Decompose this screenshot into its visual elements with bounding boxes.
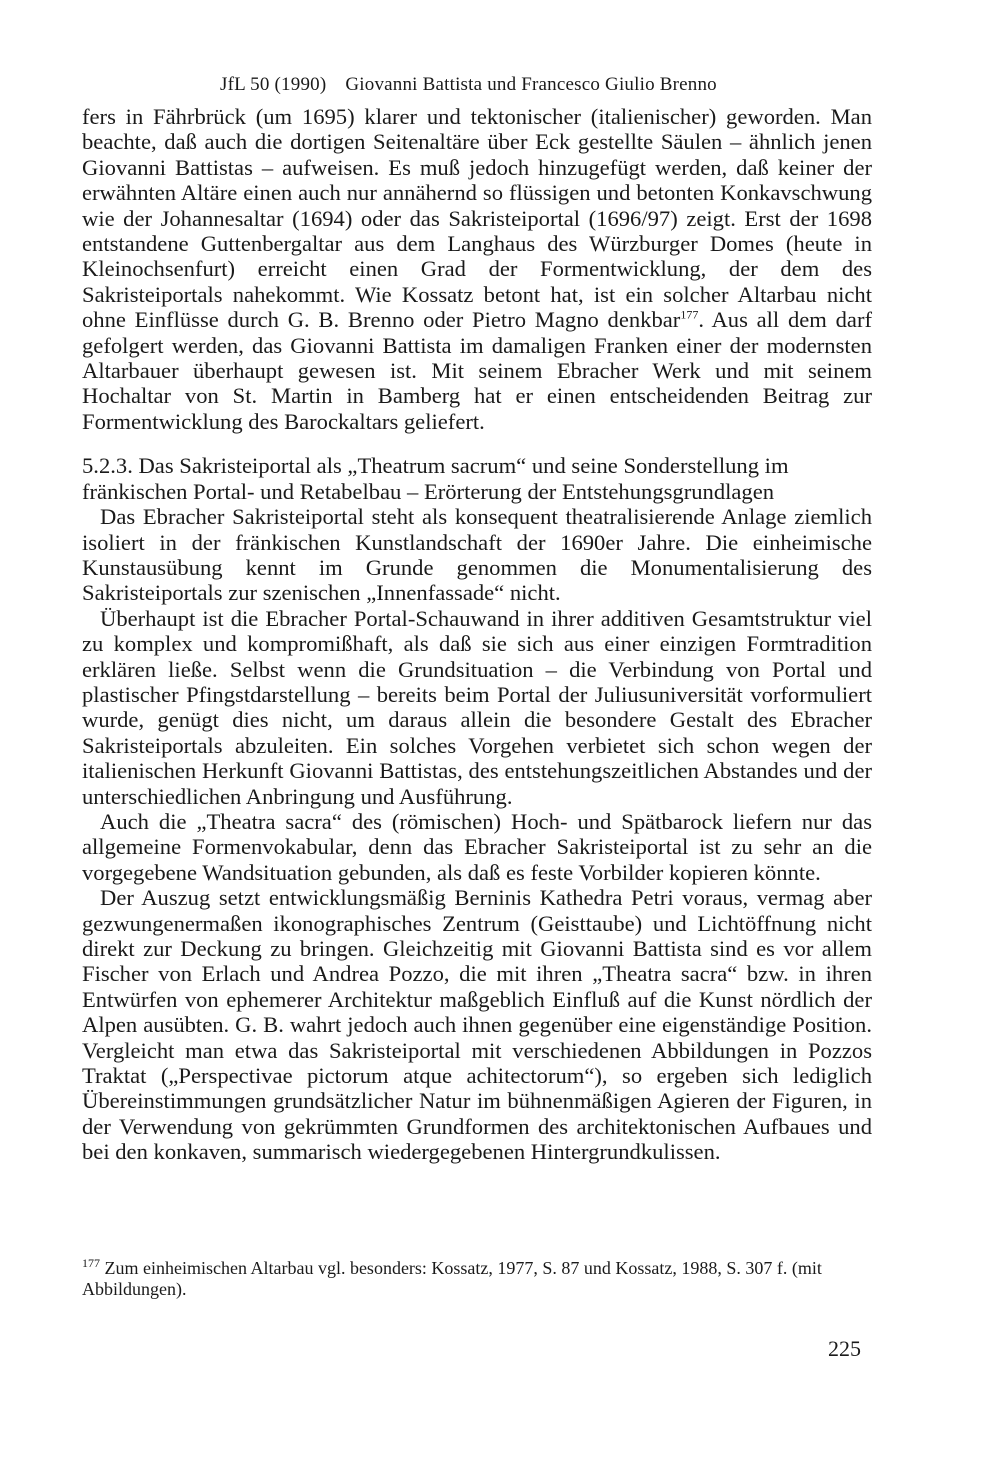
footnote-reference: 177 (680, 307, 699, 322)
journal-citation: JfL 50 (1990) (220, 74, 327, 95)
section-heading-line-1: 5.2.3. Das Sakristeiportal als „Theatrum sacrum“ und seine Sonderstellung im (82, 453, 789, 479)
page-number: 225 (828, 1336, 861, 1361)
page-body (82, 104, 872, 1165)
footnote (82, 1258, 872, 1300)
paragraph-3: Überhaupt ist die Ebracher Portal-Schauwand in ihrer additiven Gesamtstruktur viel zu komplex und kompromißhaft, als daß sie sich aus einer einzigen Formtradition erklären ließe. Selbst wenn die Grundsituation – die Verbindung von Portal und plastischer Pfingstdarstellung – bereits beim Portal der Juliusuniversität vorformuliert wurde, genügt dies nicht, um daraus allein die besondere Gestalt des Ebracher Sakristeiportals abzuleiten. Ein solches Vorgehen verbietet sich schon wegen der italienischen Herkunft Giovanni Battistas, des entstehungszeitlichen Abstandes und der unterschiedlichen Anbringung und Ausführung. (82, 605, 872, 809)
paragraph-1 (82, 104, 872, 434)
paragraph-1-text-a: fers in Fährbrück (um 1695) klarer und tektonischer (italienischer) geworden. Man beachte, daß auch die dortigen Seitenaltäre über Eck gestellte Säulen – ähnlich jenen Giovanni Battistas – aufweisen. Es muß jedoch hinzugefügt werden, daß keiner der erwähnten Altäre einen auch nur annähernd so flüssigen und betonten Konkavschwung wie der Johannesaltar (1694) oder das Sakristeiportal (1696/97) zeigt. Erst der 1698 entstandene Guttenbergaltar aus dem Langhaus des Würzburger Domes (heute in Kleinochsenfurt) erreicht einen Grad der Formentwicklung, der dem des Sakristeiportals nahekommt. Wie Kossatz betont hat, ist ein solcher Altarbau nicht ohne Einflüsse durch G. B. Brenno oder Pietro Magno denkbar (82, 104, 872, 333)
section-heading-line-2: fränkischen Portal- und Retabelbau – Erörterung der Entstehungsgrundlagen (82, 478, 775, 504)
running-title: Giovanni Battista und Francesco Giulio Brenno (345, 74, 717, 95)
running-head (220, 74, 717, 96)
paragraph-4: Auch die „Theatra sacra“ des (römischen) Hoch- und Spätbarock liefern nur das allgemeine Formenvokabular, denn das Ebracher Sakristeiportal ist zu sehr an die vorgegebene Wandsituation gebunden, als daß es feste Vorbilder kopieren könnte. (82, 808, 872, 885)
section-heading (82, 453, 872, 504)
paragraph-1-text-b: . Aus all dem darf gefolgert werden, das Giovanni Battista im damaligen Franken einer der modernsten Altarbauer überhaupt gewesen ist. Mit seinem Ebracher Werk und mit seinem Hochaltar von St. Martin in Bamberg hat er einen entscheidenden Beitrag zur Formentwicklung des Barockaltars geliefert. (82, 307, 872, 434)
footnote-number: 177 (82, 1256, 100, 1270)
footnote-text: Zum einheimischen Altarbau vgl. besonders: Kossatz, 1977, S. 87 und Kossatz, 1988, S. 307 f. (mit Abbildungen). (82, 1258, 822, 1299)
paragraph-2: Das Ebracher Sakristeiportal steht als konsequent theatralisierende Anlage ziemlich isoliert in der fränkischen Kunstlandschaft der 1690er Jahre. Die einheimische Kunstausübung kennt im Grunde genommen die Monumentalisierung des Sakristeiportals zur szenischen „Innenfassade“ nicht. (82, 504, 872, 606)
paragraph-5: Der Auszug setzt entwicklungsmäßig Berninis Kathedra Petri voraus, vermag aber gezwungenermaßen ikonographisches Zentrum (Geisttaube) und Lichtöffnung nicht direkt zur Deckung zu bringen. Gleichzeitig mit Giovanni Battista sind es vor allem Fischer von Erlach und Andrea Pozzo, die mit ihren „Theatra sacra“ bzw. in ihren Entwürfen von ephemerer Architektur maßgeblich Einfluß auf die Kunst nördlich der Alpen ausübten. G. B. wahrt jedoch auch ihnen gegenüber eine eigenständige Position. Vergleicht man etwa das Sakristeiportal mit verschiedenen Abbildungen in Pozzos Traktat („Perspectivae pictorum atque achitectorum“), so ergeben sich lediglich Übereinstimmungen grundsätzlicher Natur im bühnenmäßigen Agieren der Figuren, in der Verwendung von gekrümmten Grundformen des architektonischen Aufbaues und bei den konkaven, summarisch wiedergegebenen Hintergrundkulissen. (82, 885, 872, 1165)
